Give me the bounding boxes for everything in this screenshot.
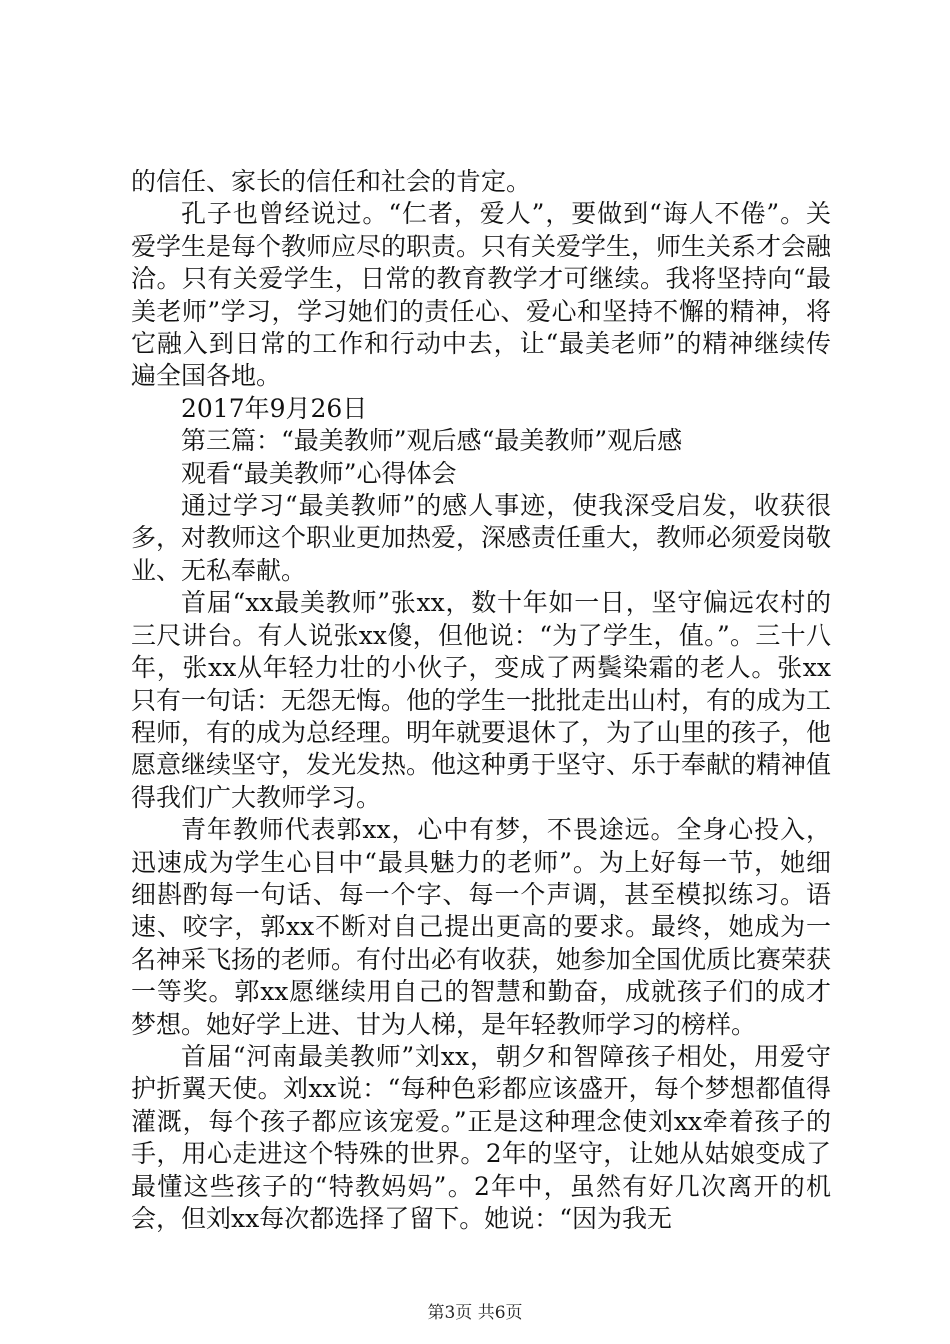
paragraph-4: 首届“xx最美教师”张xx，数十年如一日，坚守偏远农村的三尺讲台。有人说张xx傻，但他说：“为了学生，值。”。三十八年，张xx从年轻力壮的小伙子，变成了两鬓染霜的老人。张xx只有一句话：无怨无悔。他的学生一批批走出山村，有的成为工程师，有的成为总经理。明年就要退休了，为了山里的孩子，他愿意继续坚守，发光发热。他这种勇于坚守、乐于奉献的精神值得我们广大教师学习。: [131, 588, 832, 812]
document-body: [131, 166, 831, 1235]
paragraph-6: 首届“河南最美教师”刘xx，朝夕和智障孩子相处，用爱守护折翼天使。刘xx说：“每种色彩都应该盛开，每个梦想都值得灌溉，每个孩子都应该宠爱。”正是这种理念使刘xx牵着孩子的手，用心走进这个特殊的世界。2年的坚守，让她从姑娘变成了最懂这些孩子的“特教妈妈”。2年中，虽然有好几次离开的机会，但刘xx每次都选择了留下。她说：“因为我无: [131, 1041, 831, 1233]
page-number-footer: 第3页 共6页: [427, 1303, 523, 1323]
section-title: 第三篇：“最美教师”观后感“最美教师”观后感: [181, 426, 683, 456]
paragraph-3: 通过学习“最美教师”的感人事迹，使我深受启发，收获很多，对教师这个职业更加热爱，深感责任重大，教师必须爱岗敬业、无私奉献。: [131, 491, 832, 585]
date-line: 2017年9月26日: [181, 393, 368, 423]
subtitle: 观看“最美教师”心得体会: [181, 458, 457, 488]
paragraph-1: 的信任、家长的信任和社会的肯定。: [131, 167, 532, 196]
paragraph-2: 孔子也曾经说过。“仁者，爱人”，要做到“诲人不倦”。关爱学生是每个教师应尽的职责。只有关爱学生，师生关系才会融洽。只有关爱学生，日常的教育教学才可继续。我将坚持向“最美老师”学习，学习她们的责任心、爱心和坚持不懈的精神，将它融入到日常的工作和行动中去，让“最美老师”的精神继续传遍全国各地。: [131, 199, 832, 391]
paragraph-5: 青年教师代表郭xx，心中有梦，不畏途远。全身心投入，迅速成为学生心目中“最具魅力的老师”。为上好每一节，她细细斟酌每一句话、每一个字、每一个声调，甚至模拟练习。语速、咬字，郭xx不断对自己提出更高的要求。最终，她成为一名神采飞扬的老师。有付出必有收获，她参加全国优质比赛荣获一等奖。郭xx愿继续用自己的智慧和勤奋，成就孩子们的成才梦想。她好学上进、甘为人梯，是年轻教师学习的榜样。: [131, 815, 832, 1039]
